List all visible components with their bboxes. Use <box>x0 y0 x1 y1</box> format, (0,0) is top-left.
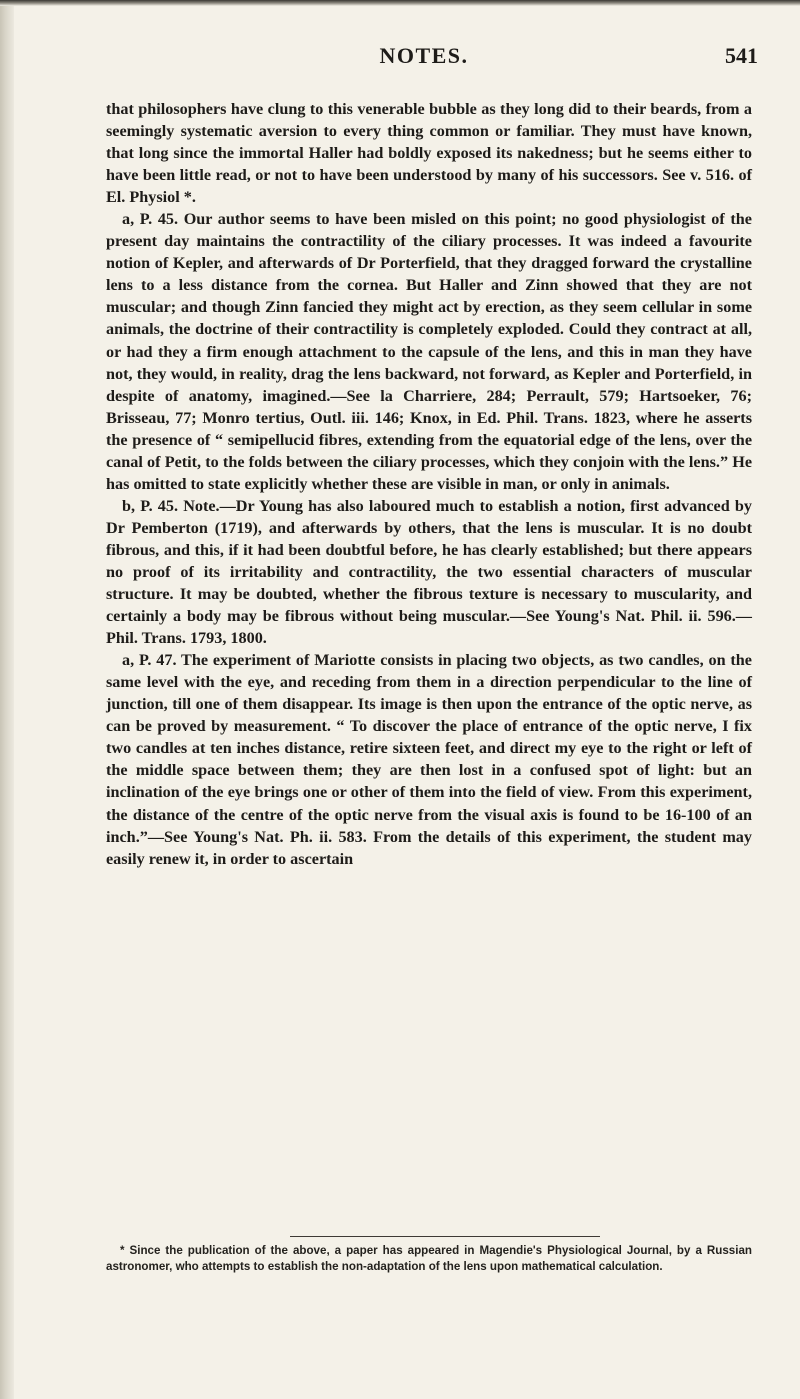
footnote: * Since the publication of the above, a paper has appeared in Magendie's Physiological Journal, by a Russian astronomer, who attempts to establish the non-adaptation of the lens upon mathematical calculation. <box>106 1244 752 1273</box>
footnote-divider <box>290 1236 600 1237</box>
page-top-edge <box>0 0 800 6</box>
body-text <box>106 98 752 870</box>
note-a-p45: a, P. 45. Our author seems to have been misled on this point; no good physiologist of the present day maintains the contractility of the ciliary processes. It was indeed a favourite notion of Kepler, and afterwards of Dr Porterfield, that they dragged forward the crystalline lens to a less distance from the cornea. But Haller and Zinn showed that they are not muscular; and though Zinn fancied they might act by erection, as they seem cellular in some animals, the doctrine of their contractility is completely exploded. Could they contract at all, or had they a firm enough attachment to the capsule of the lens, and this in man they have not, they would, in reality, drag the lens backward, not forward, as Kepler and Porterfield, in despite of anatomy, imagined.—See la Charriere, 284; Perrault, 579; Hartsoeker, 76; Brisseau, 77; Monro tertius, Outl. iii. 146; Knox, in Ed. Phil. Trans. 1823, where he asserts the presence of “ semipellucid fibres, extending from the equatorial edge of the lens, over the canal of Petit, to the folds between the ciliary processes, which they conjoin with the lens.” He has omitted to state explicitly whether these are visible in man, or only in animals. <box>106 210 752 493</box>
page-number: 541 <box>725 43 758 68</box>
running-head <box>90 43 758 73</box>
note-b-p45: b, P. 45. Note.—Dr Young has also laboured much to establish a notion, first advanced by Dr Pemberton (1719), and afterwards by others, that the lens is muscular. It is no doubt fibrous, and this, if it had been doubtful before, he has clearly established; but there appears no proof of its irritability and contractility, the two essential characters of muscular structure. It may be doubted, whether the fibrous texture is necessary to muscularity, and certainly a body may be fibrous without being muscular.—See Young's Nat. Phil. ii. 596.—Phil. Trans. 1793, 1800. <box>106 496 752 648</box>
page-title: NOTES. <box>379 43 469 68</box>
note-a-p47: a, P. 47. The experiment of Mariotte consists in placing two objects, as two candles, on the same level with the eye, and receding from them in a direction perpendicular to the line of junction, till one of them disappear. Its image is then upon the entrance of the optic nerve, as can be proved by measurement. “ To discover the place of entrance of the optic nerve, I fix two candles at ten inches distance, retire sixteen feet, and direct my eye to the right or left of the middle space between them; they are then lost in a confused spot of light: but an inclination of the eye brings one or other of them into the field of view. From this experiment, the distance of the centre of the optic nerve from the visual axis is found to be 16-100 of an inch.”—See Young's Nat. Ph. ii. 583. From the details of this experiment, the student may easily renew it, in order to ascertain <box>106 651 752 868</box>
paragraph-continued: that philosophers have clung to this venerable bubble as they long did to their beards, from a seemingly systematic aversion to every thing common or familiar. They must have known, that long since the immortal Haller had boldly exposed its nakedness; but he seems either to have been little read, or not to have been understood by many of his successors. See v. 516. of El. Physiol *. <box>106 100 752 207</box>
page-edge-shadow <box>0 0 14 1399</box>
